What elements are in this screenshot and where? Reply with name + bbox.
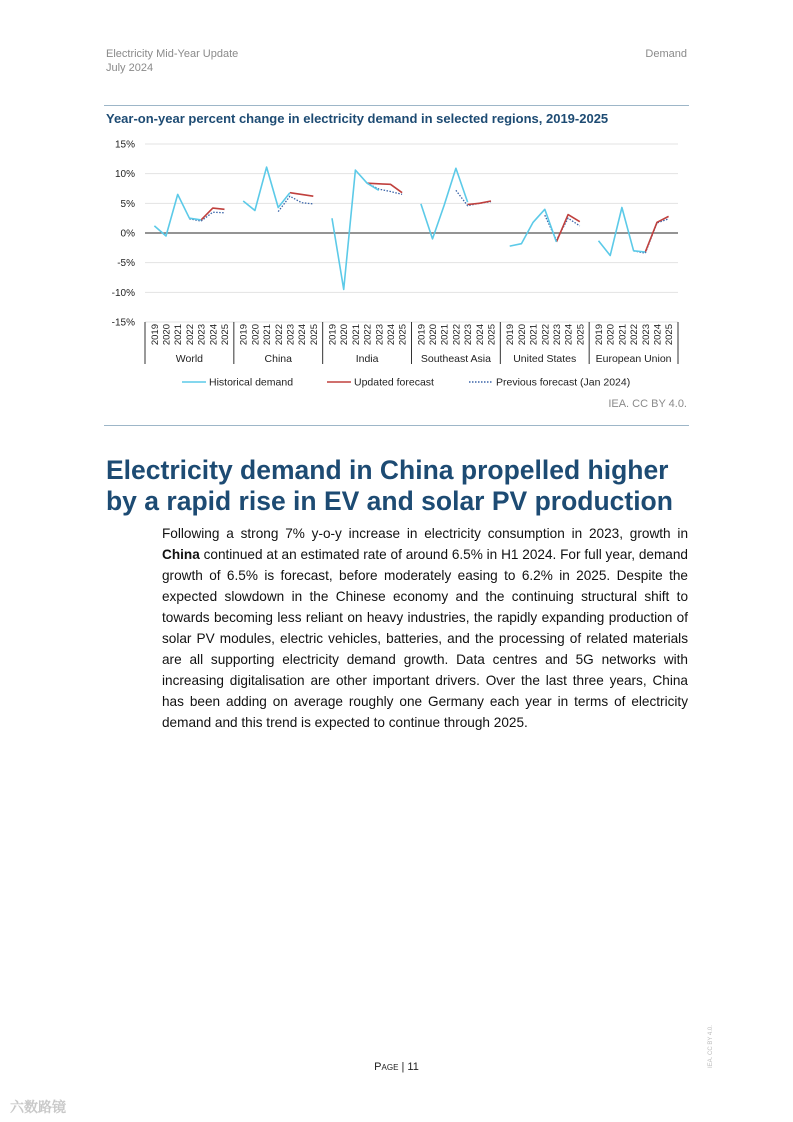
x-group-label: China — [264, 353, 292, 365]
y-tick-label: -5% — [117, 258, 135, 270]
page-footer: Page | 11 — [374, 1061, 419, 1073]
chart-title: Year-on-year percent change in electricity demand in selected regions, 2019-2025 — [106, 111, 609, 126]
x-tick-label: 2020 — [339, 324, 351, 346]
x-group-label: World — [175, 353, 204, 365]
x-tick-label: 2019 — [505, 324, 517, 346]
series-line-historical-demand-european-union — [599, 208, 646, 256]
chart-series — [154, 167, 668, 289]
x-tick-label: 2019 — [594, 324, 606, 346]
section-label: Demand — [645, 48, 687, 60]
y-tick-label: 5% — [120, 198, 135, 210]
body-text-part1: Following a strong 7% y-o-y increase in electricity consumption in 2023, growth in — [162, 526, 688, 541]
series-line-updated-forecast-world — [201, 208, 224, 220]
side-license-note: IEA. CC BY 4.0. — [708, 1025, 714, 1068]
document-header-left — [106, 47, 238, 75]
page-word: Page — [374, 1061, 399, 1073]
x-tick-label: 2022 — [540, 324, 552, 346]
x-group-label: United States — [513, 353, 577, 365]
y-axis-ticks — [112, 140, 135, 329]
body-paragraph — [162, 523, 688, 733]
figure-bottom-rule — [104, 425, 689, 426]
x-tick-label: 2022 — [629, 324, 641, 346]
chart-legend — [182, 377, 630, 389]
x-tick-label: 2020 — [161, 324, 173, 346]
x-tick-label: 2024 — [385, 324, 397, 346]
x-tick-label: 2020 — [605, 324, 617, 346]
x-axis — [145, 322, 678, 365]
series-line-updated-forecast-india — [367, 183, 402, 193]
y-tick-label: -15% — [111, 317, 135, 329]
x-tick-label: 2025 — [219, 324, 231, 346]
series-line-historical-demand-united-states — [510, 209, 557, 246]
x-tick-label: 2019 — [416, 324, 428, 346]
x-tick-label: 2020 — [428, 324, 440, 346]
report-date: July 2024 — [106, 62, 154, 74]
legend-label: Historical demand — [209, 376, 294, 389]
body-text-part2: continued at an estimated rate of around 6.5% in H1 2024. For full year, demand growth of 6.5% is forecast, before moderately easing to 6.2% in 2025. Despite the expected slowdown in the Chinese economy and the continuing structural shift to towards becoming less reliant on heavy industries, the rapidly expanding production of solar PV modules, electric vehicles, batteries, and the processing of related materials are all supporting electricity demand growth. Data centres and 5G networks with increasing digitalisation are other important drivers. Over the last three years, China has been adding on average roughly one Germany each year in terms of electricity demand and this trend is expected to continue through 2025. — [162, 547, 688, 730]
x-tick-label: 2021 — [439, 324, 451, 346]
x-tick-label: 2019 — [327, 324, 339, 346]
figure-top-rule — [104, 105, 689, 106]
x-tick-label: 2022 — [362, 324, 374, 346]
watermark: 六数路镜 — [10, 1099, 66, 1115]
x-tick-label: 2023 — [285, 324, 297, 346]
x-tick-label: 2019 — [238, 324, 250, 346]
x-tick-label: 2024 — [563, 324, 575, 346]
x-tick-label: 2024 — [297, 324, 309, 346]
series-line-updated-forecast-china — [290, 193, 313, 197]
chart-gridlines — [145, 144, 678, 322]
x-tick-label: 2022 — [451, 324, 463, 346]
x-tick-label: 2025 — [397, 324, 409, 346]
x-tick-label: 2020 — [250, 324, 262, 346]
x-tick-label: 2023 — [196, 324, 208, 346]
series-line-updated-forecast-european-union — [645, 216, 668, 252]
line-chart — [104, 134, 690, 396]
page-number: 11 — [407, 1061, 419, 1073]
x-tick-label: 2023 — [463, 324, 475, 346]
series-line-previous-forecast-jan-2024--china — [278, 196, 313, 211]
x-tick-label: 2022 — [184, 324, 196, 346]
x-tick-label: 2024 — [474, 324, 486, 346]
legend-label: Previous forecast (Jan 2024) — [496, 376, 631, 389]
chart-credit: IEA. CC BY 4.0. — [608, 398, 687, 410]
x-tick-label: 2019 — [149, 324, 161, 346]
series-line-historical-demand-world — [154, 194, 201, 236]
x-tick-label: 2021 — [262, 324, 274, 346]
x-tick-label: 2025 — [486, 324, 498, 346]
x-tick-label: 2021 — [617, 324, 629, 346]
x-tick-label: 2021 — [173, 324, 185, 346]
y-tick-label: 0% — [120, 228, 135, 240]
y-tick-label: 15% — [114, 139, 135, 151]
x-group-label: India — [355, 353, 379, 365]
x-group-label: European Union — [595, 353, 672, 365]
legend-label: Updated forecast — [354, 376, 434, 389]
x-tick-label: 2024 — [208, 324, 220, 346]
x-tick-label: 2021 — [350, 324, 362, 346]
x-tick-label: 2020 — [516, 324, 528, 346]
x-tick-label: 2023 — [374, 324, 386, 346]
x-tick-label: 2025 — [308, 324, 320, 346]
x-tick-label: 2024 — [652, 324, 664, 346]
y-tick-label: 10% — [114, 169, 135, 181]
report-title: Electricity Mid-Year Update — [106, 48, 239, 60]
y-tick-label: -10% — [111, 287, 135, 299]
section-heading: Electricity demand in China propelled higher by a rapid rise in EV and solar PV production — [106, 455, 673, 516]
x-tick-label: 2023 — [640, 324, 652, 346]
x-tick-label: 2025 — [664, 324, 676, 346]
x-tick-label: 2021 — [528, 324, 540, 346]
x-tick-label: 2025 — [575, 324, 587, 346]
x-group-label: Southeast Asia — [420, 353, 491, 365]
series-line-historical-demand-india — [332, 170, 379, 289]
body-text-bold: China — [162, 547, 200, 562]
x-tick-label: 2022 — [273, 324, 285, 346]
x-tick-label: 2023 — [551, 324, 563, 346]
